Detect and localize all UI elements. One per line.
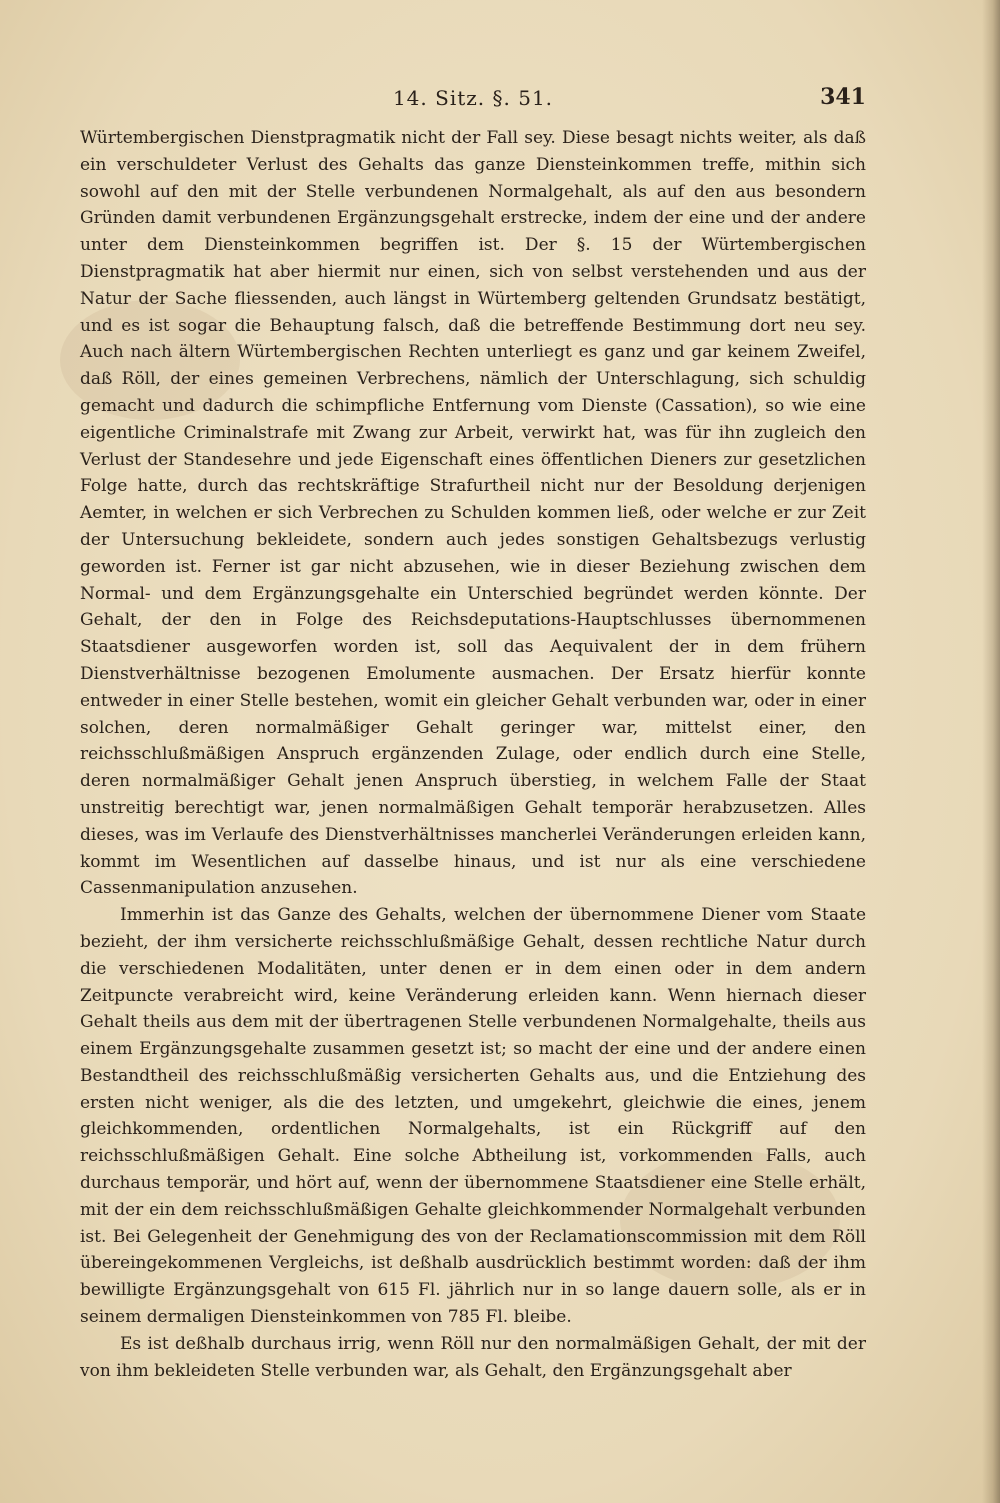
running-head: 14. Sitz. §. 51. <box>392 86 554 110</box>
page-gutter-shadow <box>982 0 1000 1503</box>
page-header <box>80 86 866 116</box>
page-number: 341 <box>820 84 866 110</box>
paragraph-3: Es ist deßhalb durchaus irrig, wenn Röll nur den normalmäßigen Gehalt, der mit der von ihm bekleideten Stelle verbunden war, als Gehalt, den Ergänzungsgehalt aber <box>80 1333 866 1381</box>
body-text <box>80 125 866 1384</box>
paragraph-2: Immerhin ist das Ganze des Gehalts, welchen der übernommene Diener vom Staate bezieht, der ihm versicherte reichsschlußmäßige Gehalt, dessen rechtliche Natur durch die verschiedenen Modalitäten, unter denen er in dem einen oder in dem andern Zeitpuncte verabreicht wird, keine Veränderung erleiden kann. Wenn hiernach dieser Gehalt theils aus dem mit der übertragenen Stelle verbundenen Normalgehalte, theils aus einem Ergänzungsgehalte zusammen gesetzt ist; so macht der eine und der andere einen Bestandtheil des reichsschlußmäßig versicherten Gehalts aus, und die Entziehung des ersten nicht weniger, als die des letzten, und umgekehrt, gleichwie die eines, jenem gleichkommenden, ordentlichen Normalgehalts, ist ein Rückgriff auf den reichsschlußmäßigen Gehalt. Eine solche Abtheilung ist, vorkommenden Falls, auch durchaus temporär, und hört auf, wenn der übernommene Staatsdiener eine Stelle erhält, mit der ein dem reichsschlußmäßigen Gehalte gleichkommender Normalgehalt verbunden ist. Bei Gelegenheit der Genehmigung des von der Reclamationscommission mit dem Röll übereingekommenen Vergleichs, ist deßhalb ausdrücklich bestimmt worden: daß der ihm bewilligte Ergänzungsgehalt von 615 Fl. jährlich nur in so lange dauern solle, als er in seinem dermaligen Diensteinkommen von 785 Fl. bleibe. <box>80 905 866 1328</box>
paragraph-1: Würtembergischen Dienstpragmatik nicht der Fall sey. Diese besagt nichts weiter, als daß ein verschuldeter Verlust des Gehalts das ganze Diensteinkommen treffe, mithin sich sowohl auf den mit der Stelle verbundenen Normalgehalt, als auf den aus besondern Gründen damit verbundenen Ergänzungsgehalt erstrecke, indem der eine und der andere unter dem Diensteinkommen begriffen ist. Der §. 15 der Würtembergischen Dienstpragmatik hat aber hiermit nur einen, sich von selbst verstehenden und aus der Natur der Sache fliessenden, auch längst in Würtemberg geltenden Grundsatz bestätigt, und es ist sogar die Behauptung falsch, daß die betreffende Bestimmung dort neu sey. Auch nach ältern Würtembergischen Rechten unterliegt es ganz und gar keinem Zweifel, daß Röll, der eines gemeinen Verbrechens, nämlich der Unterschlagung, sich schuldig gemacht und dadurch die schimpfliche Entfernung vom Dienste (Cassation), so wie eine eigentliche Criminalstrafe mit Zwang zur Arbeit, verwirkt hat, was für ihn zugleich den Verlust der Standesehre und jede Eigenschaft eines öffentlichen Dieners zur gesetzlichen Folge hatte, durch das rechtskräftige Strafurtheil nicht nur der Besoldung derjenigen Aemter, in welchen er sich Verbrechen zu Schulden kommen ließ, oder welche er zur Zeit der Untersuchung bekleidete, sondern auch jedes sonstigen Gehaltsbezugs verlustig geworden ist. Ferner ist gar nicht abzusehen, wie in dieser Beziehung zwischen dem Normal- und dem Ergänzungsgehalte ein Unterschied begründet werden könnte. Der Gehalt, der den in Folge des Reichsdeputations-Hauptschlusses übernommenen Staatsdiener ausgeworfen worden ist, soll das Aequivalent der in dem frühern Dienstverhältnisse bezogenen Emolumente ausmachen. Der Ersatz hierfür konnte entweder in einer Stelle bestehen, womit ein gleicher Gehalt verbunden war, oder in einer solchen, deren normalmäßiger Gehalt geringer war, mittelst einer, den reichsschlußmäßigen Anspruch ergänzenden Zulage, oder endlich durch eine Stelle, deren normalmäßiger Gehalt jenen Anspruch überstieg, in welchem Falle der Staat unstreitig berechtigt war, jenen normalmäßigen Gehalt temporär herabzusetzen. Alles dieses, was im Verlaufe des Dienstverhältnisses mancherlei Veränderungen erleiden kann, kommt im Wesentlichen auf dasselbe hinaus, und ist nur als eine verschiedene Cassenmanipulation anzusehen. <box>80 128 866 899</box>
